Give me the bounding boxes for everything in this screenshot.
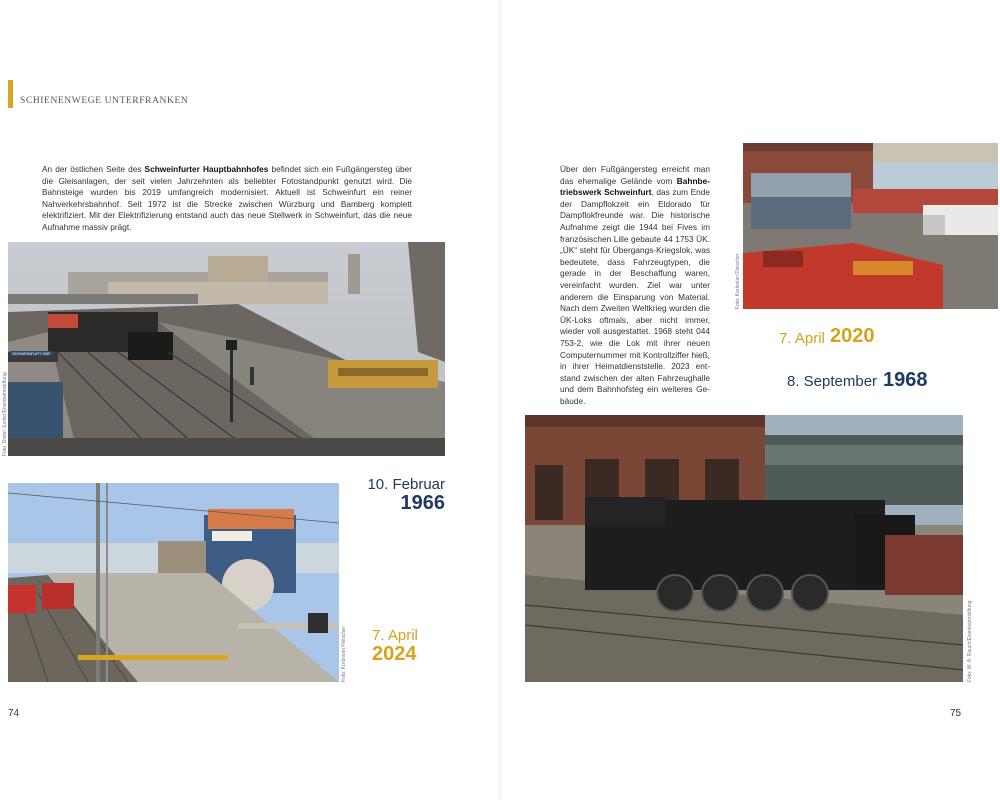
- date3-day: 7. April: [779, 330, 825, 347]
- page-gutter: [498, 0, 502, 800]
- page-number-right: 75: [950, 708, 962, 719]
- date1-year: 1966: [400, 492, 445, 514]
- photo-credit-2: Foto: Korbinian Fleischer: [341, 626, 347, 682]
- photo-station-1966: [8, 242, 445, 456]
- photo-station-2024: [8, 483, 339, 682]
- date4-year: 1968: [883, 369, 928, 391]
- date2-day: 7. April: [372, 627, 418, 644]
- section-marker-bar: [8, 80, 13, 108]
- section-title: SCHIENENWEGE UNTERFRANKEN: [20, 96, 189, 106]
- photo-credit-4: Foto: W. A. Rauch/Eisenbahnstiftung: [967, 600, 973, 682]
- right-paragraph: Über den Fußgängersteg erreicht man das ehemalige Gelände vom Bahnbetriebswerk Schweinfurt, das zum Ende der Dampflokzeit ein Eldorado für Dampflokfreunde war. Die historische Aufnahme zeigt die 1944 bei Fives im französischen Lille gebaute 44 1753 ÜK. „ÜK“ steht für Übergangs-Kriegslok, was bedeutete, dass Fahrzeugtypen, die gerade in der Beschaffung waren, vereinfacht wurden. Ziel war unter anderem die Einsparung von Material. Nach dem Zweiten Weltkrieg wurden die ÜK-Loks oftmals, aber nicht immer, wieder voll ausgestattet. 1968 steht 044 753-2, wie die Lok mit ihrer neuen Computernummer mit Kontrollziffer hieß, in ihrer Heimatdienststelle. 2023 entstand zwischen der alten Fahrzeughalle und dem Bahnhofsteg ein weiteres Gebäude.: [560, 164, 710, 406]
- date4-day: 8. September: [787, 373, 878, 390]
- photo-credit-1: Foto: Dieter Junker/Eisenbahnstiftung: [2, 372, 8, 456]
- page-number-left: 74: [8, 708, 20, 719]
- date3-year: 2020: [830, 325, 875, 347]
- photo-credit-3: Foto: Korbinian Fleischer: [735, 253, 741, 309]
- date2-year: 2024: [372, 643, 417, 665]
- platform-sign: SCHWEINFURT HBF: [12, 351, 51, 356]
- photo-steam-loco-1968: [525, 415, 963, 682]
- photo-depot-2020: [743, 143, 998, 309]
- intro-paragraph: An der östlichen Seite des Schweinfurter Hauptbahnhofes befindet sich ein Fußgängersteg über die Gleisanlagen, der seit vielen Jahrzehnten als beliebter Fotostandpunkt genutzt wird. Die Bahnsteige wurden bis 2019 umfangreich modernisiert. Aktuell ist Schweinfurt ein reiner Nahverkehrsbahnhof. Seit 1972 ist die Strecke zwischen Würzburg und Bamberg komplett elektrifiziert. Mit der Elektrifizierung entstand auch das neue Stellwerk in Schweinfurt, das die neue Aufnahme massiv prägt.: [42, 164, 412, 232]
- date1-day: 10. Februar: [367, 476, 445, 493]
